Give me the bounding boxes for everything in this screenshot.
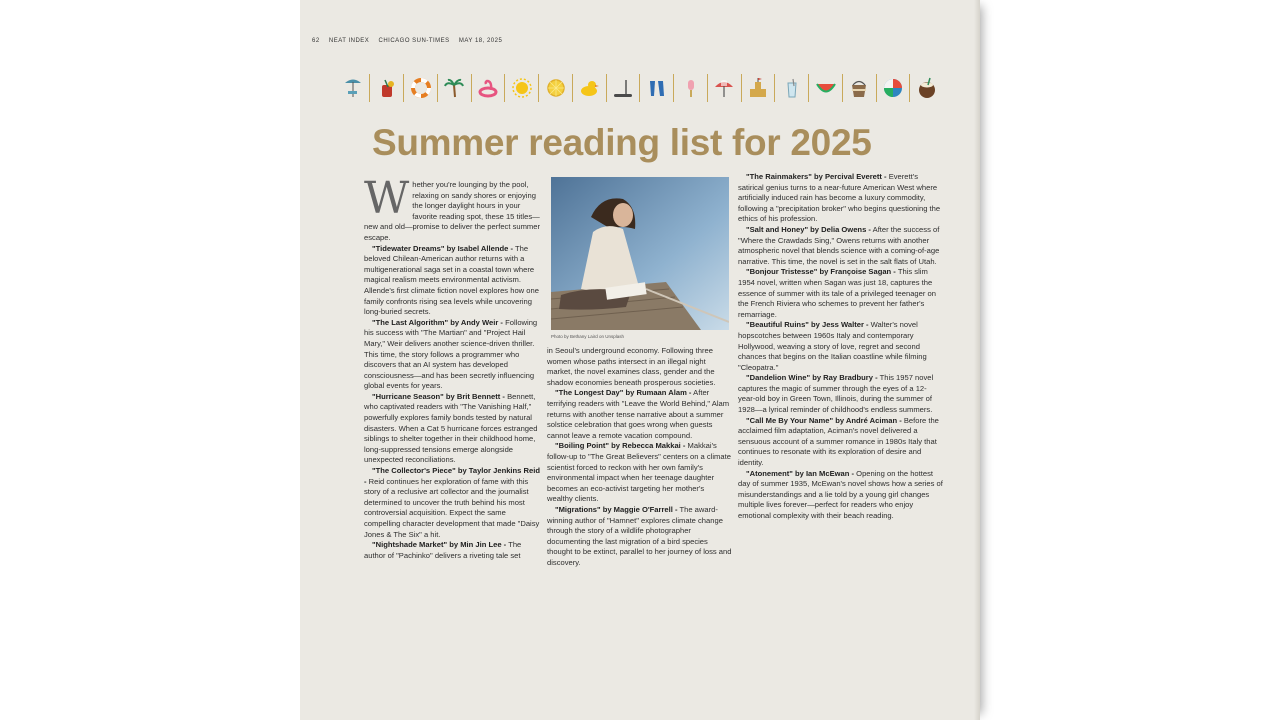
book-description: Following his success with "The Martian" and "Project Hail Mary," Weir delivers another science-driven thriller. This time, the story follows a programmer who discovers that an AI system has developed consciousness—and has been secretly influencing global events for years. <box>364 317 538 391</box>
beach-chair-icon <box>340 75 366 101</box>
book-title: "Dandelion Wine" by Ray Bradbury - <box>746 373 878 383</box>
woman-reading-on-dock-photo <box>551 177 729 330</box>
book-description: Opening on the hottest day of summer 1935, McEwan's novel shows how a series of misunderstandings and a lie told by a young girl changes multiple lives forever—perfect for readers who enjoy emotional complexity with their beach reading. <box>738 468 943 520</box>
book-title: "Tidewater Dreams" by Isabel Allende - <box>372 243 513 253</box>
page-title: Summer reading list for 2025 <box>372 122 872 163</box>
book-entry <box>738 416 943 469</box>
book-description: This slim 1954 novel, written when Sagan was just 18, captures the essence of summer with its tale of a privileged teenager on the French Riviera who schemes to prevent her father's remarriage. <box>738 267 936 319</box>
ice-cream-icon <box>678 75 704 101</box>
book-title: "Call Me By Your Name" by André Aciman - <box>746 415 902 425</box>
book-title: "Salt and Honey" by Delia Owens - <box>746 224 871 234</box>
book-entry <box>364 244 540 318</box>
book-description: Before the acclaimed film adaptation, Aciman's novel delivered a sensuous account of a summer romance in 1980s Italy that continues to resonate with its exploration of desire and identity. <box>738 415 939 468</box>
book-description: Makkai's follow-up to "The Great Believers" centers on a climate scientist forced to reckon with her own family's environmental impact when her teenage daughter becomes an eco-activist targeting her mother's wealthy clients. <box>547 441 731 504</box>
book-description: Reid continues her exploration of fame with this story of a reclusive art collector and the journalist determined to uncover the truth behind his most controversial acquisition. Expect the same compelling character development that made "Daisy Jones & The Six" a hit. <box>364 476 540 539</box>
sun-icon <box>509 75 535 101</box>
book-description: After terrifying readers with "Leave the World Behind," Alam returns with another tense narrative about a summer solstice celebration that goes wrong when guests cannot leave a remote vacation compound. <box>547 388 730 440</box>
book-description: The award-winning author of "Hamnet" explores climate change through the story of a wildlife photographer documenting the last migration of a bird species thought to be extinct, parallel to her journey of loss and discovery. <box>547 504 732 567</box>
book-description: Everett's satirical genius turns to a near-future American West where artificially induced rain has become a luxury commodity, following a "precipitation broker" who begins questioning the ethics of his profession. <box>738 172 941 224</box>
book-description: This 1957 novel captures the magic of summer through the eyes of a 12-year-old boy in Green Town, Illinois, during the summer of 1928—a lyrical reminder of childhood's endless summers. <box>738 373 934 415</box>
drop-cap: W <box>364 173 410 224</box>
book-entry <box>738 320 943 373</box>
book-entry-continued <box>547 346 732 388</box>
book-entry <box>738 225 943 267</box>
book-entry <box>547 505 732 569</box>
intro-text: hether you're lounging by the pool, relaxing on sandy shores or enjoying the longer daylight hours in your favorite reading spot, these 15 titles—new and old—promise to deliver the perfect summer escape. <box>364 180 541 242</box>
page-header <box>312 38 509 44</box>
flamingo-float-icon <box>475 75 501 101</box>
book-entry <box>738 373 943 415</box>
coconut-icon <box>914 75 940 101</box>
book-title: "Boiling Point" by Rebecca Makkai - <box>555 441 686 451</box>
photo-credit: Photo by Bethany Laird on Unsplash <box>551 334 625 339</box>
book-title: "Bonjour Tristesse" by Françoise Sagan - <box>746 267 896 277</box>
book-description: Walter's novel hopscotches between 1960s Italy and contemporary Hollywood, weaving a story of love, regret and second chances that begins on the Italian coastline while filming "Cleopatra." <box>738 320 927 372</box>
summer-icon-strip <box>340 70 940 106</box>
book-title: "The Last Algorithm" by Andy Weir - <box>372 317 503 327</box>
book-entry <box>364 540 540 561</box>
lemon-icon <box>543 75 569 101</box>
newspaper-page <box>300 0 980 720</box>
book-title: "The Longest Day" by Rumaan Alam - <box>555 388 692 398</box>
cocktail-icon <box>374 75 400 101</box>
book-entry <box>738 267 943 320</box>
palm-tree-icon <box>441 75 467 101</box>
book-title: "Beautiful Ruins" by Jess Walter - <box>746 320 869 330</box>
bucket-icon <box>846 75 872 101</box>
article-column-1 <box>364 173 541 561</box>
umbrella-icon <box>711 75 737 101</box>
rubber-duck-icon <box>576 75 602 101</box>
book-title: "Atonement" by Ian McEwan - <box>746 468 855 478</box>
publication-name: CHICAGO SUN-TIMES <box>378 38 450 44</box>
sandcastle-icon <box>745 75 771 101</box>
section-name: NEAT INDEX <box>328 38 370 44</box>
book-description: After the success of "Where the Crawdads Sing," Owens returns with another atmospheric novel that blends science with a coming-of-age narrative. This time, the novel is set in the salt flats of Utah. <box>738 224 940 266</box>
book-entry <box>738 172 943 225</box>
page-number: 62 <box>312 38 320 44</box>
book-title: "The Collector's Piece" by Taylor Jenkins Reid - <box>364 466 540 486</box>
cold-drink-icon <box>779 75 805 101</box>
article-column-3 <box>738 172 943 522</box>
life-ring-icon <box>408 75 434 101</box>
watermelon-icon <box>813 75 839 101</box>
book-entry <box>547 388 732 441</box>
book-entry <box>738 469 943 522</box>
flippers-icon <box>644 75 670 101</box>
book-description: Bennett, who captivated readers with "The Vanishing Half," powerfully explores family bonds tested by natural disasters. When a Cat 5 hurricane forces estranged siblings to shelter together in their childhood home, long-suppressed tensions emerge alongside unexpected reconciliations. <box>364 391 538 465</box>
book-entry <box>364 466 540 540</box>
intro-paragraph <box>364 173 541 244</box>
book-title: "Migrations" by Maggie O'Farrell - <box>555 504 678 514</box>
beach-ball-icon <box>880 75 906 101</box>
book-description: in Seoul's underground economy. Following three women whose paths intersect in an illegal night market, the novel examines class, gender and the shadow economies beneath prosperous societies. <box>547 346 716 387</box>
book-description: The beloved Chilean-American author returns with a multigenerational saga set in a coastal town where magical realism meets environmental activism. Allende's first climate fiction novel explores how one family confronts rising sea levels while uncovering long-buried secrets. <box>364 243 539 317</box>
book-title: "Nightshade Market" by Min Jin Lee - <box>372 540 507 550</box>
book-entry <box>547 441 732 505</box>
article-column-2 <box>547 346 732 568</box>
book-entry <box>364 392 540 466</box>
issue-date: MAY 18, 2025 <box>458 38 503 44</box>
paddle-board-icon <box>610 75 636 101</box>
book-title: "Hurricane Season" by Brit Bennett - <box>372 391 505 401</box>
book-title: "The Rainmakers" by Percival Everett - <box>746 172 887 181</box>
book-description: The author of "Pachinko" delivers a riveting tale set <box>364 540 522 560</box>
book-entry <box>364 318 540 392</box>
